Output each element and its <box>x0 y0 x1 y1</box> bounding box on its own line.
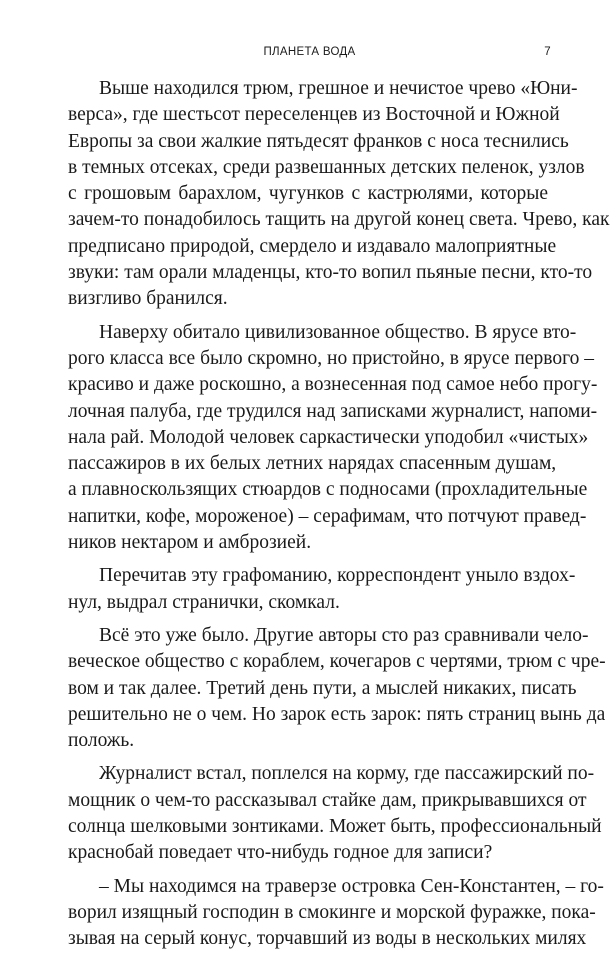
text-line: верса», где шестьсот переселенцев из Восточной и Южной <box>68 104 560 126</box>
paragraph <box>68 761 602 866</box>
text-line: в темных отсеках, среди развешанных детских пеленок, узлов <box>68 156 585 178</box>
text-line: ворил изящный господин в смокинге и морской фуражке, пока- <box>68 901 596 923</box>
text-line: Европы за свои жалкие пятьдесят франков с носа теснились <box>68 130 569 152</box>
text-line: – Мы находимся на траверзе островка Сен-Константен, – го- <box>99 875 604 897</box>
paragraph <box>68 563 576 616</box>
text-line: Всё это уже было. Другие авторы сто раз сравнивали чело- <box>99 624 589 646</box>
page-header <box>68 46 551 66</box>
text-line: вом и так далее. Третий день пути, а мыслей никаких, писать <box>68 677 577 699</box>
text-line: Журналист встал, поплелся на корму, где пассажирский по- <box>99 763 595 785</box>
text-line: рого класса все было скромно, но пристойно, в ярусе первого – <box>68 347 594 369</box>
text-line: веческое общество с кораблем, кочегаров с чертями, трюм с чре- <box>68 651 606 673</box>
text-line: предписано природой, смердело и издавало малоприятные <box>68 235 557 257</box>
text-line: ников нектаром и амброзией. <box>68 532 312 554</box>
text-line: нала рай. Молодой человек саркастически уподобил «чистых» <box>68 426 589 448</box>
page-number: 7 <box>544 46 551 58</box>
text-line: краснобай поведает что-нибудь годное для записи? <box>68 842 493 864</box>
paragraph <box>68 76 610 313</box>
text-line: лочная палуба, где трудился над записками журналист, напоми- <box>68 400 598 422</box>
text-line: положь. <box>68 730 135 752</box>
text-line: с грошовым барахлом, чугунков с кастрюлями, которые <box>68 183 548 205</box>
text-line: Наверху обитало цивилизованное общество. В ярусе вто- <box>99 321 577 343</box>
running-title: ПЛАНЕТА ВОДА <box>263 46 356 58</box>
text-line: визгливо бранился. <box>68 288 228 310</box>
text-line: зывая на серый конус, торчавший из воды в нескольких милях <box>68 928 587 950</box>
text-line: пассажиров в их белых летних нарядах спасенным душам, <box>68 453 557 475</box>
text-line: зачем-то понадобилось тащить на другой конец света. Чрево, как <box>68 209 610 231</box>
text-line: Выше находился трюм, грешное и нечистое чрево «Юни- <box>99 78 578 99</box>
paragraph <box>68 320 598 557</box>
text-line: нул, выдрал странички, скомкал. <box>68 591 340 613</box>
text-line: решительно не о чем. Но зарок есть зарок: пять страниц вынь да <box>68 703 606 725</box>
text-line: солнца шелковыми зонтиками. Может быть, профессиональный <box>68 816 602 838</box>
text-line: звуки: там орали младенцы, кто-то вопил пьяные песни, кто-то <box>68 262 593 284</box>
text-line: а плавноскользящих стюардов с подносами (прохладительные <box>68 479 588 501</box>
paragraph <box>68 623 606 754</box>
text-line: мощник о чем-то рассказывал стайке дам, прикрывавшихся от <box>68 789 587 811</box>
paragraph <box>68 874 604 953</box>
text-line: напитки, кофе, мороженое) – серафимам, что потчуют правед- <box>68 505 587 527</box>
text-line: красиво и даже роскошно, а вознесенная под самое небо прогу- <box>68 374 598 396</box>
page-body <box>68 76 610 960</box>
text-line: Перечитав эту графоманию, корреспондент уныло вздох- <box>99 565 576 587</box>
